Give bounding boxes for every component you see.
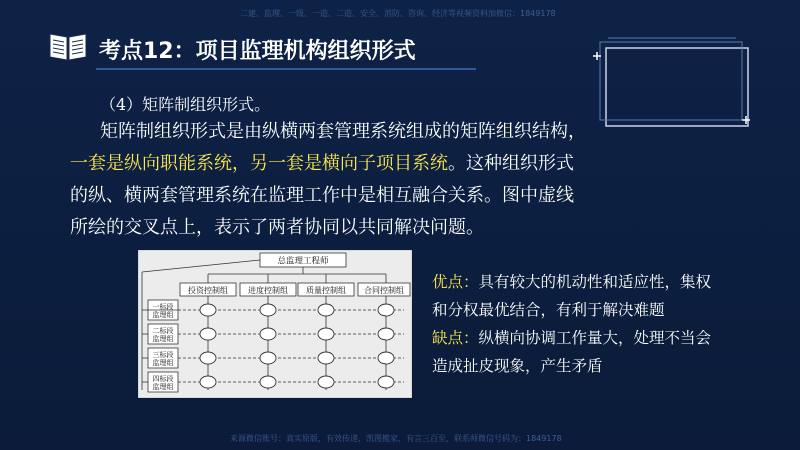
advantages — [432, 268, 722, 324]
advantages-text: 具有较大的机动性和适应性，集权和分权最优结合，有利于解决难题 — [432, 273, 712, 319]
disadvantages-text: 纵横向协调工作量大，处理不当会造成扯皮现象，产生矛盾 — [432, 329, 712, 375]
svg-text:监理组: 监理组 — [152, 312, 174, 319]
body-paragraph — [70, 116, 590, 244]
title-underline — [96, 68, 476, 70]
svg-text:一标段: 一标段 — [152, 304, 174, 311]
svg-text:监理组: 监理组 — [152, 384, 174, 391]
svg-text:监理组: 监理组 — [152, 336, 174, 343]
column-label: 合同控制组 — [364, 286, 404, 295]
advantages-label: 优点： — [432, 273, 479, 291]
open-book-icon — [48, 30, 88, 62]
watermark-bottom: 来源微信账号：真实原版，有效传递，凯图搬家，有言三百至，联系师微信号码为：1849178 — [230, 434, 562, 443]
chief-supervisor-label: 总监理工程师 — [277, 255, 329, 266]
body-text-part2: 。这种组织形式的纵、横两套管理系统在监理工作中是相互融合关系。图中虚线所绘的交叉点上，表示了两者协同以共同解决问题。 — [70, 153, 574, 238]
column-label: 进度控制组 — [248, 286, 288, 295]
svg-text:二标段: 二标段 — [152, 328, 174, 335]
disadvantages — [432, 324, 722, 380]
column-label: 投资控制组 — [188, 286, 228, 295]
pros-cons-panel — [432, 268, 722, 380]
matrix-org-diagram — [138, 250, 412, 398]
decorative-frame — [588, 36, 758, 131]
section-subheading: （4）矩阵制组织形式。 — [100, 95, 271, 114]
body-highlight: 一套是纵向职能系统，另一套是横向子项目系统 — [70, 153, 448, 174]
watermark-top: 二建、监理、一级、一造、二造、安全、消防、咨询、经济等视频资料加微信：1849178 — [240, 9, 556, 18]
column-label: 质量控制组 — [306, 286, 346, 295]
svg-text:四标段: 四标段 — [152, 376, 174, 383]
body-text-part1: 矩阵制组织形式是由纵横两套管理系统组成的矩阵组织结构， — [100, 121, 586, 142]
svg-text:三标段: 三标段 — [152, 352, 174, 359]
disadvantages-label: 缺点： — [432, 329, 479, 347]
svg-text:监理组: 监理组 — [152, 360, 174, 367]
page-title: 考点12：项目监理机构组织形式 — [99, 39, 416, 64]
